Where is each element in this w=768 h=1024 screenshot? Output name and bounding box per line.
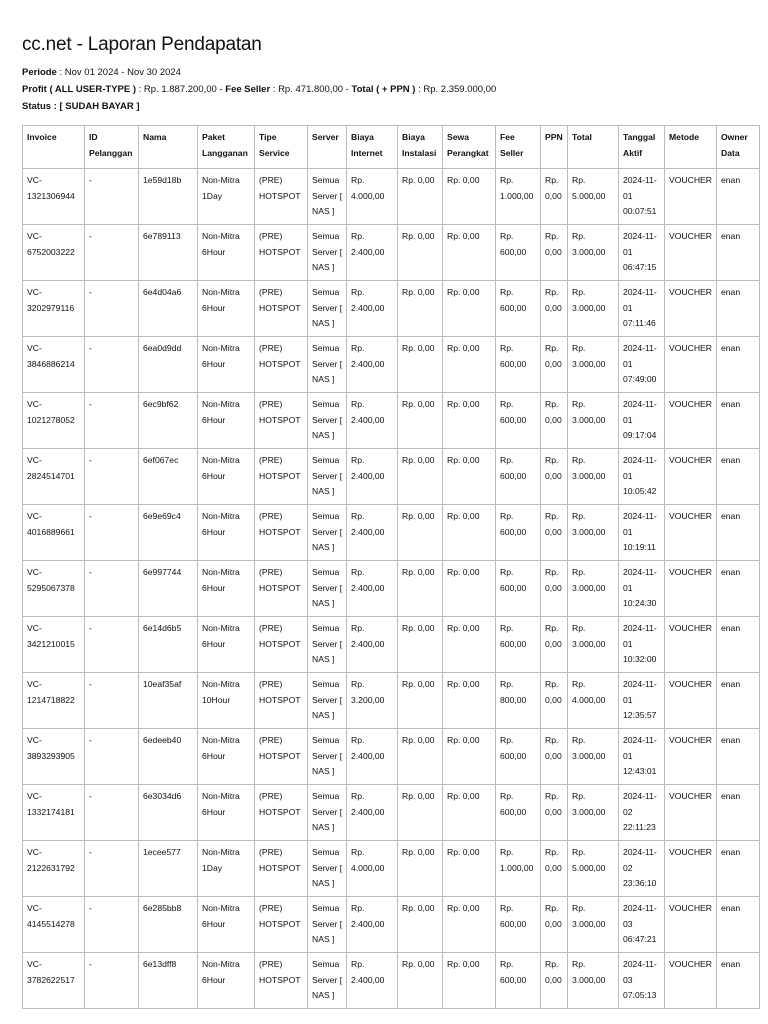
report-meta (22, 64, 758, 115)
tanggal-aktif-cell: 2024-11-01 07:11:46 (619, 281, 665, 337)
total-cell: Rp. 3.000,00 (568, 561, 619, 617)
metode-cell: VOUCHER (665, 841, 717, 897)
fee-seller-value: : Rp. 471.800,00 - (270, 84, 352, 95)
fee-seller-cell: Rp. 600,00 (496, 449, 541, 505)
sewa-perangkat-cell: Rp. 0,00 (443, 673, 496, 729)
biaya-instalasi-cell: Rp. 0,00 (398, 225, 443, 281)
paket-cell: Non-Mitra 1Day (198, 841, 255, 897)
total-cell: Rp. 3.000,00 (568, 897, 619, 953)
col-metode: Metode (665, 126, 717, 169)
owner-data-cell: enan (717, 729, 760, 785)
ppn-cell: Rp. 0,00 (541, 169, 568, 225)
fee-seller-cell: Rp. 600,00 (496, 561, 541, 617)
tipe-service-cell: (PRE) HOTSPOT (255, 785, 308, 841)
table-row (23, 785, 760, 841)
metode-cell: VOUCHER (665, 337, 717, 393)
owner-data-cell: enan (717, 897, 760, 953)
server-cell: Semua Server [ NAS ] (308, 729, 347, 785)
nama-cell: 6e789113 (139, 225, 198, 281)
sewa-perangkat-cell: Rp. 0,00 (443, 841, 496, 897)
col-ppn: PPN (541, 126, 568, 169)
server-cell: Semua Server [ NAS ] (308, 281, 347, 337)
metode-cell: VOUCHER (665, 617, 717, 673)
periode-value: : Nov 01 2024 - Nov 30 2024 (56, 67, 181, 78)
col-tipe-service: Tipe Service (255, 126, 308, 169)
tipe-service-cell: (PRE) HOTSPOT (255, 449, 308, 505)
tanggal-aktif-cell: 2024-11-01 10:19:11 (619, 505, 665, 561)
report-page (22, 34, 758, 1009)
sewa-perangkat-cell: Rp. 0,00 (443, 449, 496, 505)
biaya-instalasi-cell: Rp. 0,00 (398, 953, 443, 1009)
biaya-internet-cell: Rp. 4.000,00 (347, 169, 398, 225)
fee-seller-cell: Rp. 800,00 (496, 673, 541, 729)
biaya-internet-cell: Rp. 2.400,00 (347, 729, 398, 785)
biaya-instalasi-cell: Rp. 0,00 (398, 449, 443, 505)
tipe-service-cell: (PRE) HOTSPOT (255, 393, 308, 449)
invoice-cell: VC-3846886214 (23, 337, 85, 393)
ppn-cell: Rp. 0,00 (541, 673, 568, 729)
tanggal-aktif-cell: 2024-11-01 10:24:30 (619, 561, 665, 617)
ppn-cell: Rp. 0,00 (541, 729, 568, 785)
total-cell: Rp. 3.000,00 (568, 393, 619, 449)
biaya-internet-cell: Rp. 2.400,00 (347, 785, 398, 841)
table-row (23, 281, 760, 337)
owner-data-cell: enan (717, 953, 760, 1009)
total-cell: Rp. 3.000,00 (568, 953, 619, 1009)
sewa-perangkat-cell: Rp. 0,00 (443, 617, 496, 673)
col-server: Server (308, 126, 347, 169)
nama-cell: 1e59d18b (139, 169, 198, 225)
ppn-cell: Rp. 0,00 (541, 897, 568, 953)
tipe-service-cell: (PRE) HOTSPOT (255, 281, 308, 337)
biaya-instalasi-cell: Rp. 0,00 (398, 673, 443, 729)
owner-data-cell: enan (717, 561, 760, 617)
tipe-service-cell: (PRE) HOTSPOT (255, 225, 308, 281)
tipe-service-cell: (PRE) HOTSPOT (255, 169, 308, 225)
biaya-instalasi-cell: Rp. 0,00 (398, 841, 443, 897)
fee-seller-cell: Rp. 1.000,00 (496, 169, 541, 225)
owner-data-cell: enan (717, 785, 760, 841)
biaya-internet-cell: Rp. 2.400,00 (347, 225, 398, 281)
biaya-internet-cell: Rp. 4.000,00 (347, 841, 398, 897)
owner-data-cell: enan (717, 841, 760, 897)
server-cell: Semua Server [ NAS ] (308, 785, 347, 841)
id-pelanggan-cell: - (85, 393, 139, 449)
col-biaya-internet: Biaya Internet (347, 126, 398, 169)
id-pelanggan-cell: - (85, 841, 139, 897)
col-id-pelanggan: ID Pelanggan (85, 126, 139, 169)
tipe-service-cell: (PRE) HOTSPOT (255, 729, 308, 785)
total-cell: Rp. 3.000,00 (568, 337, 619, 393)
paket-cell: Non-Mitra 1Day (198, 169, 255, 225)
table-row (23, 449, 760, 505)
nama-cell: 6e285bb8 (139, 897, 198, 953)
col-tanggal-aktif: Tanggal Aktif (619, 126, 665, 169)
biaya-instalasi-cell: Rp. 0,00 (398, 785, 443, 841)
tanggal-aktif-cell: 2024-11-02 22:11:23 (619, 785, 665, 841)
paket-cell: Non-Mitra 6Hour (198, 449, 255, 505)
table-row (23, 729, 760, 785)
metode-cell: VOUCHER (665, 393, 717, 449)
server-cell: Semua Server [ NAS ] (308, 169, 347, 225)
biaya-internet-cell: Rp. 2.400,00 (347, 281, 398, 337)
invoice-cell: VC-3421210015 (23, 617, 85, 673)
nama-cell: 10eaf35af (139, 673, 198, 729)
total-cell: Rp. 3.000,00 (568, 505, 619, 561)
nama-cell: 6e4d04a6 (139, 281, 198, 337)
ppn-cell: Rp. 0,00 (541, 505, 568, 561)
ppn-cell: Rp. 0,00 (541, 225, 568, 281)
tipe-service-cell: (PRE) HOTSPOT (255, 561, 308, 617)
ppn-cell: Rp. 0,00 (541, 841, 568, 897)
paket-cell: Non-Mitra 6Hour (198, 617, 255, 673)
table-row (23, 897, 760, 953)
invoice-cell: VC-1214718822 (23, 673, 85, 729)
tipe-service-cell: (PRE) HOTSPOT (255, 337, 308, 393)
biaya-instalasi-cell: Rp. 0,00 (398, 617, 443, 673)
tanggal-aktif-cell: 2024-11-01 06:47:15 (619, 225, 665, 281)
total-value: : Rp. 2.359.000,00 (415, 84, 497, 95)
tipe-service-cell: (PRE) HOTSPOT (255, 617, 308, 673)
total-cell: Rp. 4.000,00 (568, 673, 619, 729)
biaya-internet-cell: Rp. 2.400,00 (347, 617, 398, 673)
fee-seller-cell: Rp. 1.000,00 (496, 841, 541, 897)
nama-cell: 6ef067ec (139, 449, 198, 505)
invoice-cell: VC-3782622517 (23, 953, 85, 1009)
biaya-internet-cell: Rp. 2.400,00 (347, 505, 398, 561)
table-row (23, 953, 760, 1009)
invoice-cell: VC-1321306944 (23, 169, 85, 225)
server-cell: Semua Server [ NAS ] (308, 393, 347, 449)
biaya-instalasi-cell: Rp. 0,00 (398, 729, 443, 785)
fee-seller-cell: Rp. 600,00 (496, 393, 541, 449)
col-paket-langganan: Paket Langganan (198, 126, 255, 169)
invoice-cell: VC-2824514701 (23, 449, 85, 505)
metode-cell: VOUCHER (665, 225, 717, 281)
tipe-service-cell: (PRE) HOTSPOT (255, 953, 308, 1009)
id-pelanggan-cell: - (85, 169, 139, 225)
sewa-perangkat-cell: Rp. 0,00 (443, 729, 496, 785)
tanggal-aktif-cell: 2024-11-01 10:05:42 (619, 449, 665, 505)
status-line (22, 98, 758, 115)
paket-cell: Non-Mitra 6Hour (198, 785, 255, 841)
tanggal-aktif-cell: 2024-11-01 12:43:01 (619, 729, 665, 785)
col-biaya-instalasi: Biaya Instalasi (398, 126, 443, 169)
fee-seller-cell: Rp. 600,00 (496, 729, 541, 785)
owner-data-cell: enan (717, 617, 760, 673)
sewa-perangkat-cell: Rp. 0,00 (443, 897, 496, 953)
metode-cell: VOUCHER (665, 673, 717, 729)
table-row (23, 169, 760, 225)
owner-data-cell: enan (717, 393, 760, 449)
tanggal-aktif-cell: 2024-11-03 06:47:21 (619, 897, 665, 953)
id-pelanggan-cell: - (85, 673, 139, 729)
col-owner-data: Owner Data (717, 126, 760, 169)
tipe-service-cell: (PRE) HOTSPOT (255, 673, 308, 729)
sewa-perangkat-cell: Rp. 0,00 (443, 393, 496, 449)
fee-seller-cell: Rp. 600,00 (496, 953, 541, 1009)
ppn-cell: Rp. 0,00 (541, 393, 568, 449)
server-cell: Semua Server [ NAS ] (308, 953, 347, 1009)
ppn-cell: Rp. 0,00 (541, 785, 568, 841)
total-cell: Rp. 3.000,00 (568, 617, 619, 673)
total-label: Total ( + PPN ) (351, 84, 416, 95)
total-cell: Rp. 3.000,00 (568, 225, 619, 281)
total-cell: Rp. 3.000,00 (568, 449, 619, 505)
table-row (23, 337, 760, 393)
sewa-perangkat-cell: Rp. 0,00 (443, 561, 496, 617)
sewa-perangkat-cell: Rp. 0,00 (443, 785, 496, 841)
profit-value: : Rp. 1.887.200,00 - (136, 84, 226, 95)
paket-cell: Non-Mitra 6Hour (198, 225, 255, 281)
metode-cell: VOUCHER (665, 505, 717, 561)
invoice-cell: VC-3893293905 (23, 729, 85, 785)
metode-cell: VOUCHER (665, 953, 717, 1009)
periode-label: Periode (22, 67, 57, 78)
metode-cell: VOUCHER (665, 281, 717, 337)
total-cell: Rp. 3.000,00 (568, 729, 619, 785)
paket-cell: Non-Mitra 6Hour (198, 897, 255, 953)
tanggal-aktif-cell: 2024-11-01 12:35:57 (619, 673, 665, 729)
nama-cell: 6ea0d9dd (139, 337, 198, 393)
biaya-instalasi-cell: Rp. 0,00 (398, 169, 443, 225)
metode-cell: VOUCHER (665, 561, 717, 617)
id-pelanggan-cell: - (85, 729, 139, 785)
id-pelanggan-cell: - (85, 225, 139, 281)
owner-data-cell: enan (717, 337, 760, 393)
ppn-cell: Rp. 0,00 (541, 953, 568, 1009)
invoice-cell: VC-6752003222 (23, 225, 85, 281)
biaya-internet-cell: Rp. 3.200,00 (347, 673, 398, 729)
table-body (23, 169, 760, 1009)
sewa-perangkat-cell: Rp. 0,00 (443, 337, 496, 393)
table-row (23, 617, 760, 673)
ppn-cell: Rp. 0,00 (541, 561, 568, 617)
metode-cell: VOUCHER (665, 729, 717, 785)
server-cell: Semua Server [ NAS ] (308, 337, 347, 393)
sewa-perangkat-cell: Rp. 0,00 (443, 281, 496, 337)
tanggal-aktif-cell: 2024-11-02 23:36:10 (619, 841, 665, 897)
sewa-perangkat-cell: Rp. 0,00 (443, 169, 496, 225)
ppn-cell: Rp. 0,00 (541, 337, 568, 393)
biaya-internet-cell: Rp. 2.400,00 (347, 953, 398, 1009)
table-header-row (23, 126, 760, 169)
tipe-service-cell: (PRE) HOTSPOT (255, 897, 308, 953)
id-pelanggan-cell: - (85, 785, 139, 841)
paket-cell: Non-Mitra 10Hour (198, 673, 255, 729)
fee-seller-cell: Rp. 600,00 (496, 617, 541, 673)
total-cell: Rp. 3.000,00 (568, 785, 619, 841)
id-pelanggan-cell: - (85, 337, 139, 393)
table-row (23, 561, 760, 617)
metode-cell: VOUCHER (665, 449, 717, 505)
fee-seller-cell: Rp. 600,00 (496, 505, 541, 561)
biaya-internet-cell: Rp. 2.400,00 (347, 897, 398, 953)
id-pelanggan-cell: - (85, 281, 139, 337)
sewa-perangkat-cell: Rp. 0,00 (443, 953, 496, 1009)
sewa-perangkat-cell: Rp. 0,00 (443, 505, 496, 561)
id-pelanggan-cell: - (85, 897, 139, 953)
tanggal-aktif-cell: 2024-11-01 00:07:51 (619, 169, 665, 225)
tanggal-aktif-cell: 2024-11-01 07:49:00 (619, 337, 665, 393)
invoice-cell: VC-4145514278 (23, 897, 85, 953)
status-label: Status : [ SUDAH BAYAR ] (22, 101, 140, 112)
biaya-instalasi-cell: Rp. 0,00 (398, 897, 443, 953)
nama-cell: 6e3034d6 (139, 785, 198, 841)
id-pelanggan-cell: - (85, 505, 139, 561)
col-invoice: Invoice (23, 126, 85, 169)
table-row (23, 393, 760, 449)
invoice-cell: VC-1021278052 (23, 393, 85, 449)
biaya-instalasi-cell: Rp. 0,00 (398, 337, 443, 393)
paket-cell: Non-Mitra 6Hour (198, 281, 255, 337)
tanggal-aktif-cell: 2024-11-03 07:05:13 (619, 953, 665, 1009)
fee-seller-cell: Rp. 600,00 (496, 897, 541, 953)
col-fee-seller: Fee Seller (496, 126, 541, 169)
biaya-instalasi-cell: Rp. 0,00 (398, 561, 443, 617)
nama-cell: 6edeeb40 (139, 729, 198, 785)
invoice-cell: VC-2122631792 (23, 841, 85, 897)
profit-label: Profit ( ALL USER-TYPE ) (22, 84, 136, 95)
table-row (23, 841, 760, 897)
biaya-instalasi-cell: Rp. 0,00 (398, 281, 443, 337)
tipe-service-cell: (PRE) HOTSPOT (255, 841, 308, 897)
owner-data-cell: enan (717, 449, 760, 505)
server-cell: Semua Server [ NAS ] (308, 561, 347, 617)
id-pelanggan-cell: - (85, 561, 139, 617)
server-cell: Semua Server [ NAS ] (308, 449, 347, 505)
biaya-internet-cell: Rp. 2.400,00 (347, 337, 398, 393)
server-cell: Semua Server [ NAS ] (308, 673, 347, 729)
biaya-internet-cell: Rp. 2.400,00 (347, 393, 398, 449)
fee-seller-cell: Rp. 600,00 (496, 785, 541, 841)
invoice-cell: VC-3202979116 (23, 281, 85, 337)
metode-cell: VOUCHER (665, 169, 717, 225)
table-row (23, 673, 760, 729)
paket-cell: Non-Mitra 6Hour (198, 505, 255, 561)
tanggal-aktif-cell: 2024-11-01 10:32:00 (619, 617, 665, 673)
server-cell: Semua Server [ NAS ] (308, 841, 347, 897)
paket-cell: Non-Mitra 6Hour (198, 953, 255, 1009)
id-pelanggan-cell: - (85, 953, 139, 1009)
biaya-instalasi-cell: Rp. 0,00 (398, 505, 443, 561)
fee-seller-cell: Rp. 600,00 (496, 225, 541, 281)
metode-cell: VOUCHER (665, 785, 717, 841)
owner-data-cell: enan (717, 505, 760, 561)
tipe-service-cell: (PRE) HOTSPOT (255, 505, 308, 561)
ppn-cell: Rp. 0,00 (541, 617, 568, 673)
server-cell: Semua Server [ NAS ] (308, 897, 347, 953)
total-cell: Rp. 5.000,00 (568, 169, 619, 225)
fee-seller-cell: Rp. 600,00 (496, 281, 541, 337)
biaya-instalasi-cell: Rp. 0,00 (398, 393, 443, 449)
server-cell: Semua Server [ NAS ] (308, 617, 347, 673)
paket-cell: Non-Mitra 6Hour (198, 729, 255, 785)
biaya-internet-cell: Rp. 2.400,00 (347, 561, 398, 617)
col-nama: Nama (139, 126, 198, 169)
nama-cell: 6e997744 (139, 561, 198, 617)
col-total: Total (568, 126, 619, 169)
profit-line (22, 81, 758, 98)
table-row (23, 505, 760, 561)
tanggal-aktif-cell: 2024-11-01 09:17:04 (619, 393, 665, 449)
invoice-cell: VC-5295067378 (23, 561, 85, 617)
owner-data-cell: enan (717, 225, 760, 281)
owner-data-cell: enan (717, 169, 760, 225)
ppn-cell: Rp. 0,00 (541, 281, 568, 337)
nama-cell: 6ec9bf62 (139, 393, 198, 449)
paket-cell: Non-Mitra 6Hour (198, 337, 255, 393)
periode-line (22, 64, 758, 81)
owner-data-cell: enan (717, 673, 760, 729)
biaya-internet-cell: Rp. 2.400,00 (347, 449, 398, 505)
fee-seller-cell: Rp. 600,00 (496, 337, 541, 393)
table-row (23, 225, 760, 281)
invoice-cell: VC-1332174181 (23, 785, 85, 841)
server-cell: Semua Server [ NAS ] (308, 505, 347, 561)
page-title: cc.net - Laporan Pendapatan (22, 34, 262, 55)
revenue-table (22, 125, 760, 1009)
nama-cell: 1ecee577 (139, 841, 198, 897)
total-cell: Rp. 5.000,00 (568, 841, 619, 897)
paket-cell: Non-Mitra 6Hour (198, 393, 255, 449)
ppn-cell: Rp. 0,00 (541, 449, 568, 505)
id-pelanggan-cell: - (85, 449, 139, 505)
total-cell: Rp. 3.000,00 (568, 281, 619, 337)
paket-cell: Non-Mitra 6Hour (198, 561, 255, 617)
metode-cell: VOUCHER (665, 897, 717, 953)
nama-cell: 6e9e69c4 (139, 505, 198, 561)
invoice-cell: VC-4016889661 (23, 505, 85, 561)
owner-data-cell: enan (717, 281, 760, 337)
nama-cell: 6e13dff8 (139, 953, 198, 1009)
col-sewa-perangkat: Sewa Perangkat (443, 126, 496, 169)
id-pelanggan-cell: - (85, 617, 139, 673)
fee-seller-label: Fee Seller (225, 84, 271, 95)
nama-cell: 6e14d6b5 (139, 617, 198, 673)
server-cell: Semua Server [ NAS ] (308, 225, 347, 281)
sewa-perangkat-cell: Rp. 0,00 (443, 225, 496, 281)
